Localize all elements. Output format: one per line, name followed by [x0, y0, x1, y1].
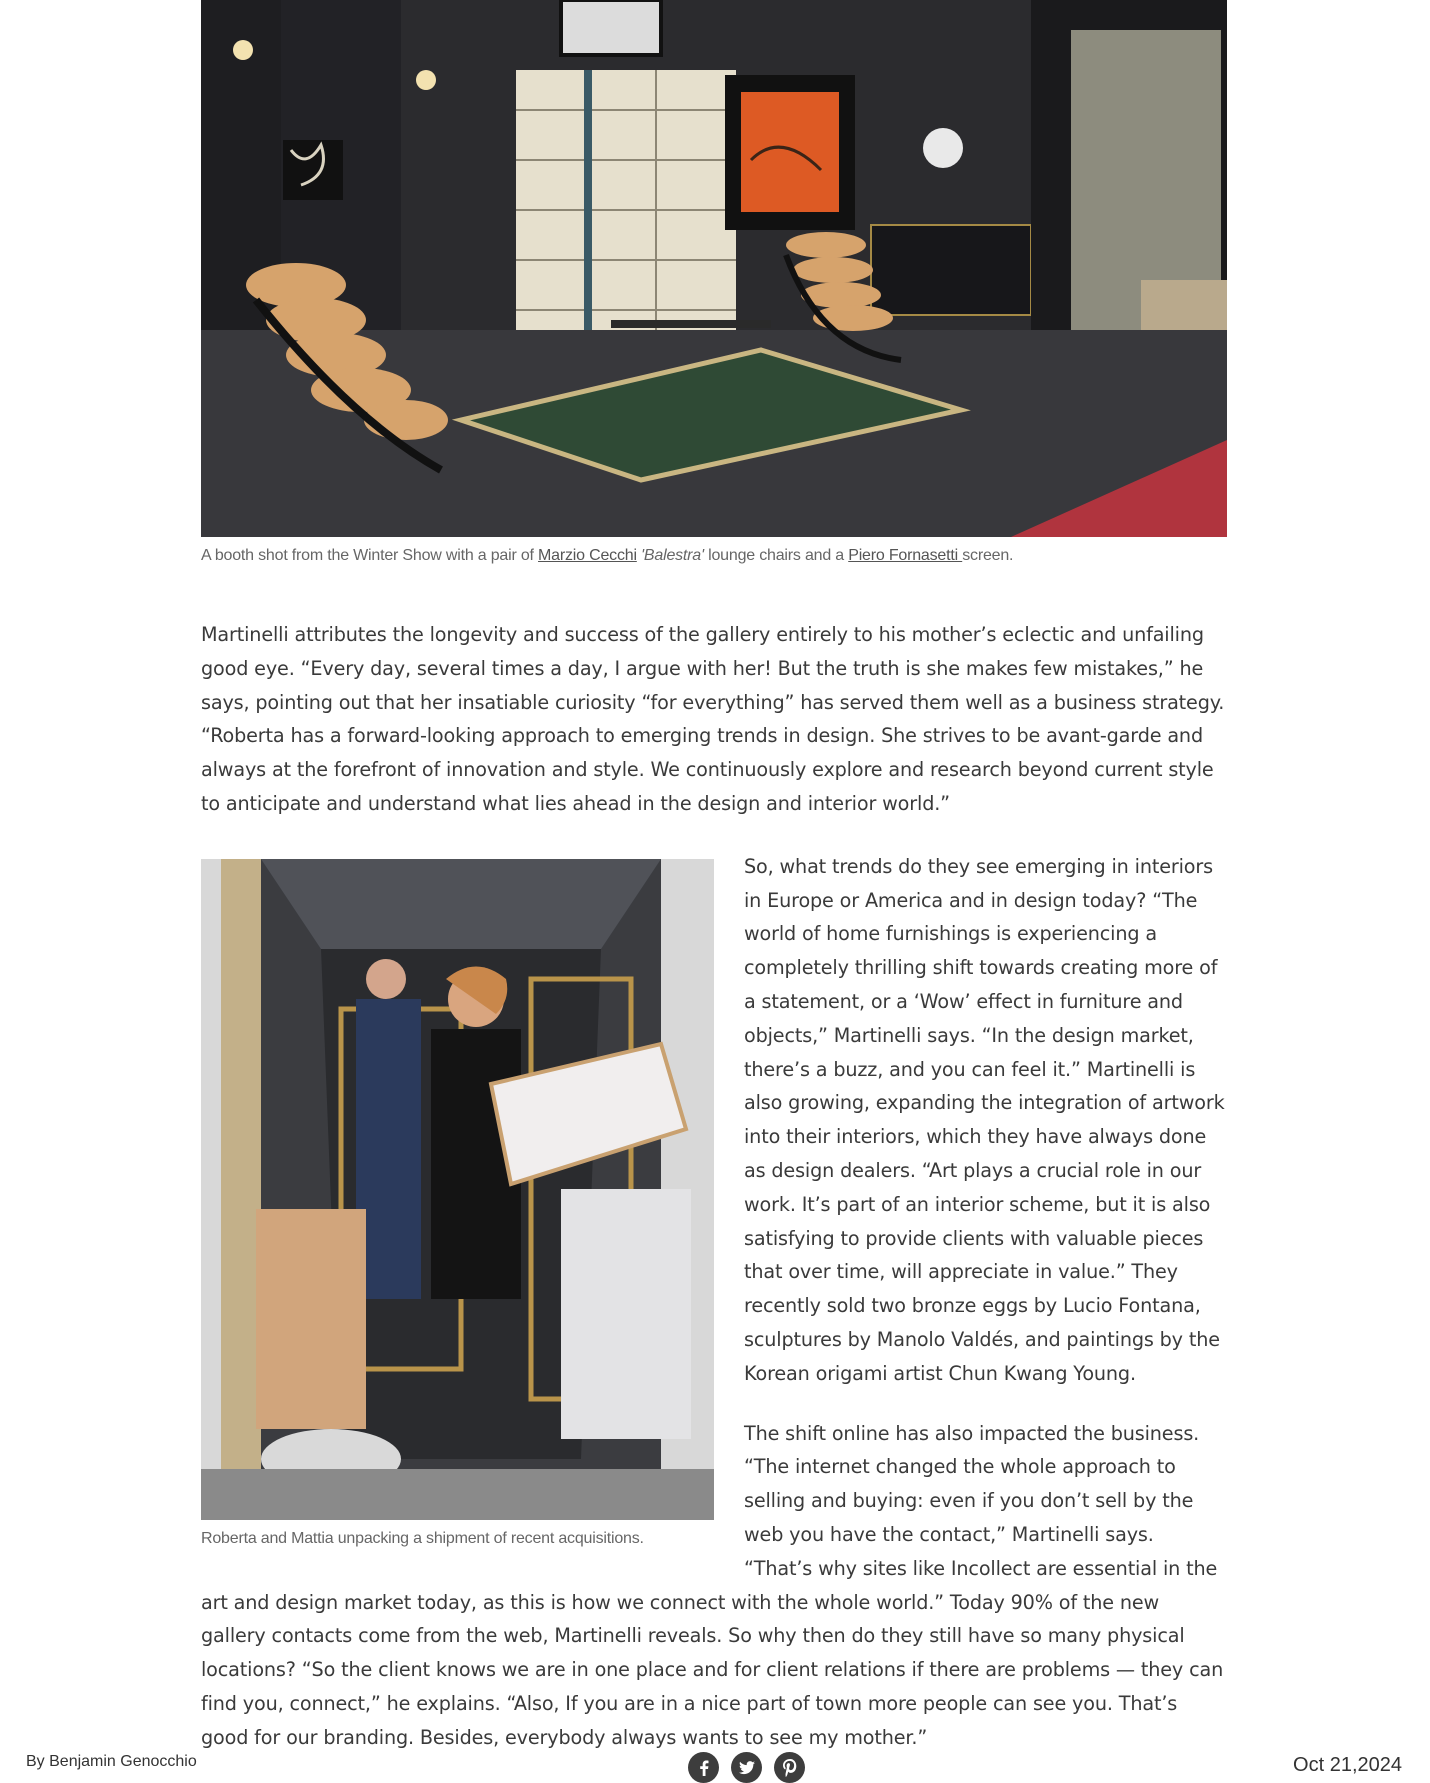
piero-fornasetti-link[interactable]: Piero Fornasetti	[848, 547, 963, 564]
paragraph-1: Martinelli attributes the longevity and success of the gallery entirely to his mother’s eclectic and unfailing good eye. “Every day, several times a day, I argue with her! But the truth is she makes few mistakes,” he says, pointing out that her insatiable curiosity “for everything” has served them well as a business strategy. “Roberta has a forward-looking approach to emerging trends in design. She strives to be avant-garde and always at the forefront of innovation and style. We continuously explore and research beyond current style to anticipate and understand what lies ahead in the design and interior world.”	[201, 623, 1225, 815]
marzio-cecchi-link[interactable]: Marzio Cecchi	[538, 547, 637, 564]
caption-text: screen.	[962, 547, 1014, 564]
caption-text: A booth shot from the Winter Show with a pair of	[201, 547, 539, 564]
pinterest-icon[interactable]	[774, 1752, 805, 1783]
share-buttons	[688, 1752, 805, 1783]
van-illustration	[201, 859, 714, 1520]
hero-photo	[201, 0, 1227, 537]
paragraph-3: The shift online has also impacted the business. “The internet changed the whole approach to selling and buying: even if you don’t sell by the web you have the contact,” Martinelli says. “That’s why sites like Incollect are essential in the art and design market today, as this is how we connect with the whole world.” Today 90% of the new gallery contacts come from the web, Martinelli reveals. So why then do they still have so many physical locations? “So the client knows we are in one place and for client relations if there are problems — they can find you, connect,” he explains. “Also, If you are in a nice part of town more people can see you. That’s good for our branding. Besides, everybody always wants to see my mother.”	[201, 1421, 1224, 1749]
publish-date: Oct 21,2024	[1293, 1754, 1402, 1776]
van-figure	[201, 859, 714, 1548]
paragraph-2: So, what trends do they see emerging in interiors in Europe or America and in design today? “The world of home furnishings is experiencing a completely thrilling shift towards creating more of a statement, or a ‘Wow’ effect in furniture and objects,” Martinelli says. “In the design market, there’s a buzz, and you can feel it.” Martinelli is also growing, expanding the integration of artwork into their interiors, which they have always done as design dealers. “Art plays a crucial role in our work. It’s part of an interior scheme, but it is also satisfying to provide clients with valuable pieces that over time, will appreciate in value.” They recently sold two bronze eggs by Lucio Fontana, sculptures by Manolo Valdés, and paintings by the Korean origami artist Chun Kwang Young.	[744, 854, 1225, 1385]
caption-italic: 'Balestra'	[636, 547, 704, 564]
van-photo	[201, 859, 714, 1520]
facebook-icon[interactable]	[688, 1752, 719, 1783]
byline: By Benjamin Genocchio	[26, 1753, 197, 1770]
van-caption: Roberta and Mattia unpacking a shipment of recent acquisitions.	[201, 1529, 644, 1547]
booth-illustration	[201, 0, 1227, 537]
article-footer	[0, 1740, 1430, 1782]
twitter-icon[interactable]	[731, 1752, 762, 1783]
article	[201, 0, 1227, 1755]
caption-text: lounge chairs and a	[703, 547, 849, 564]
hero-caption	[201, 547, 1227, 565]
